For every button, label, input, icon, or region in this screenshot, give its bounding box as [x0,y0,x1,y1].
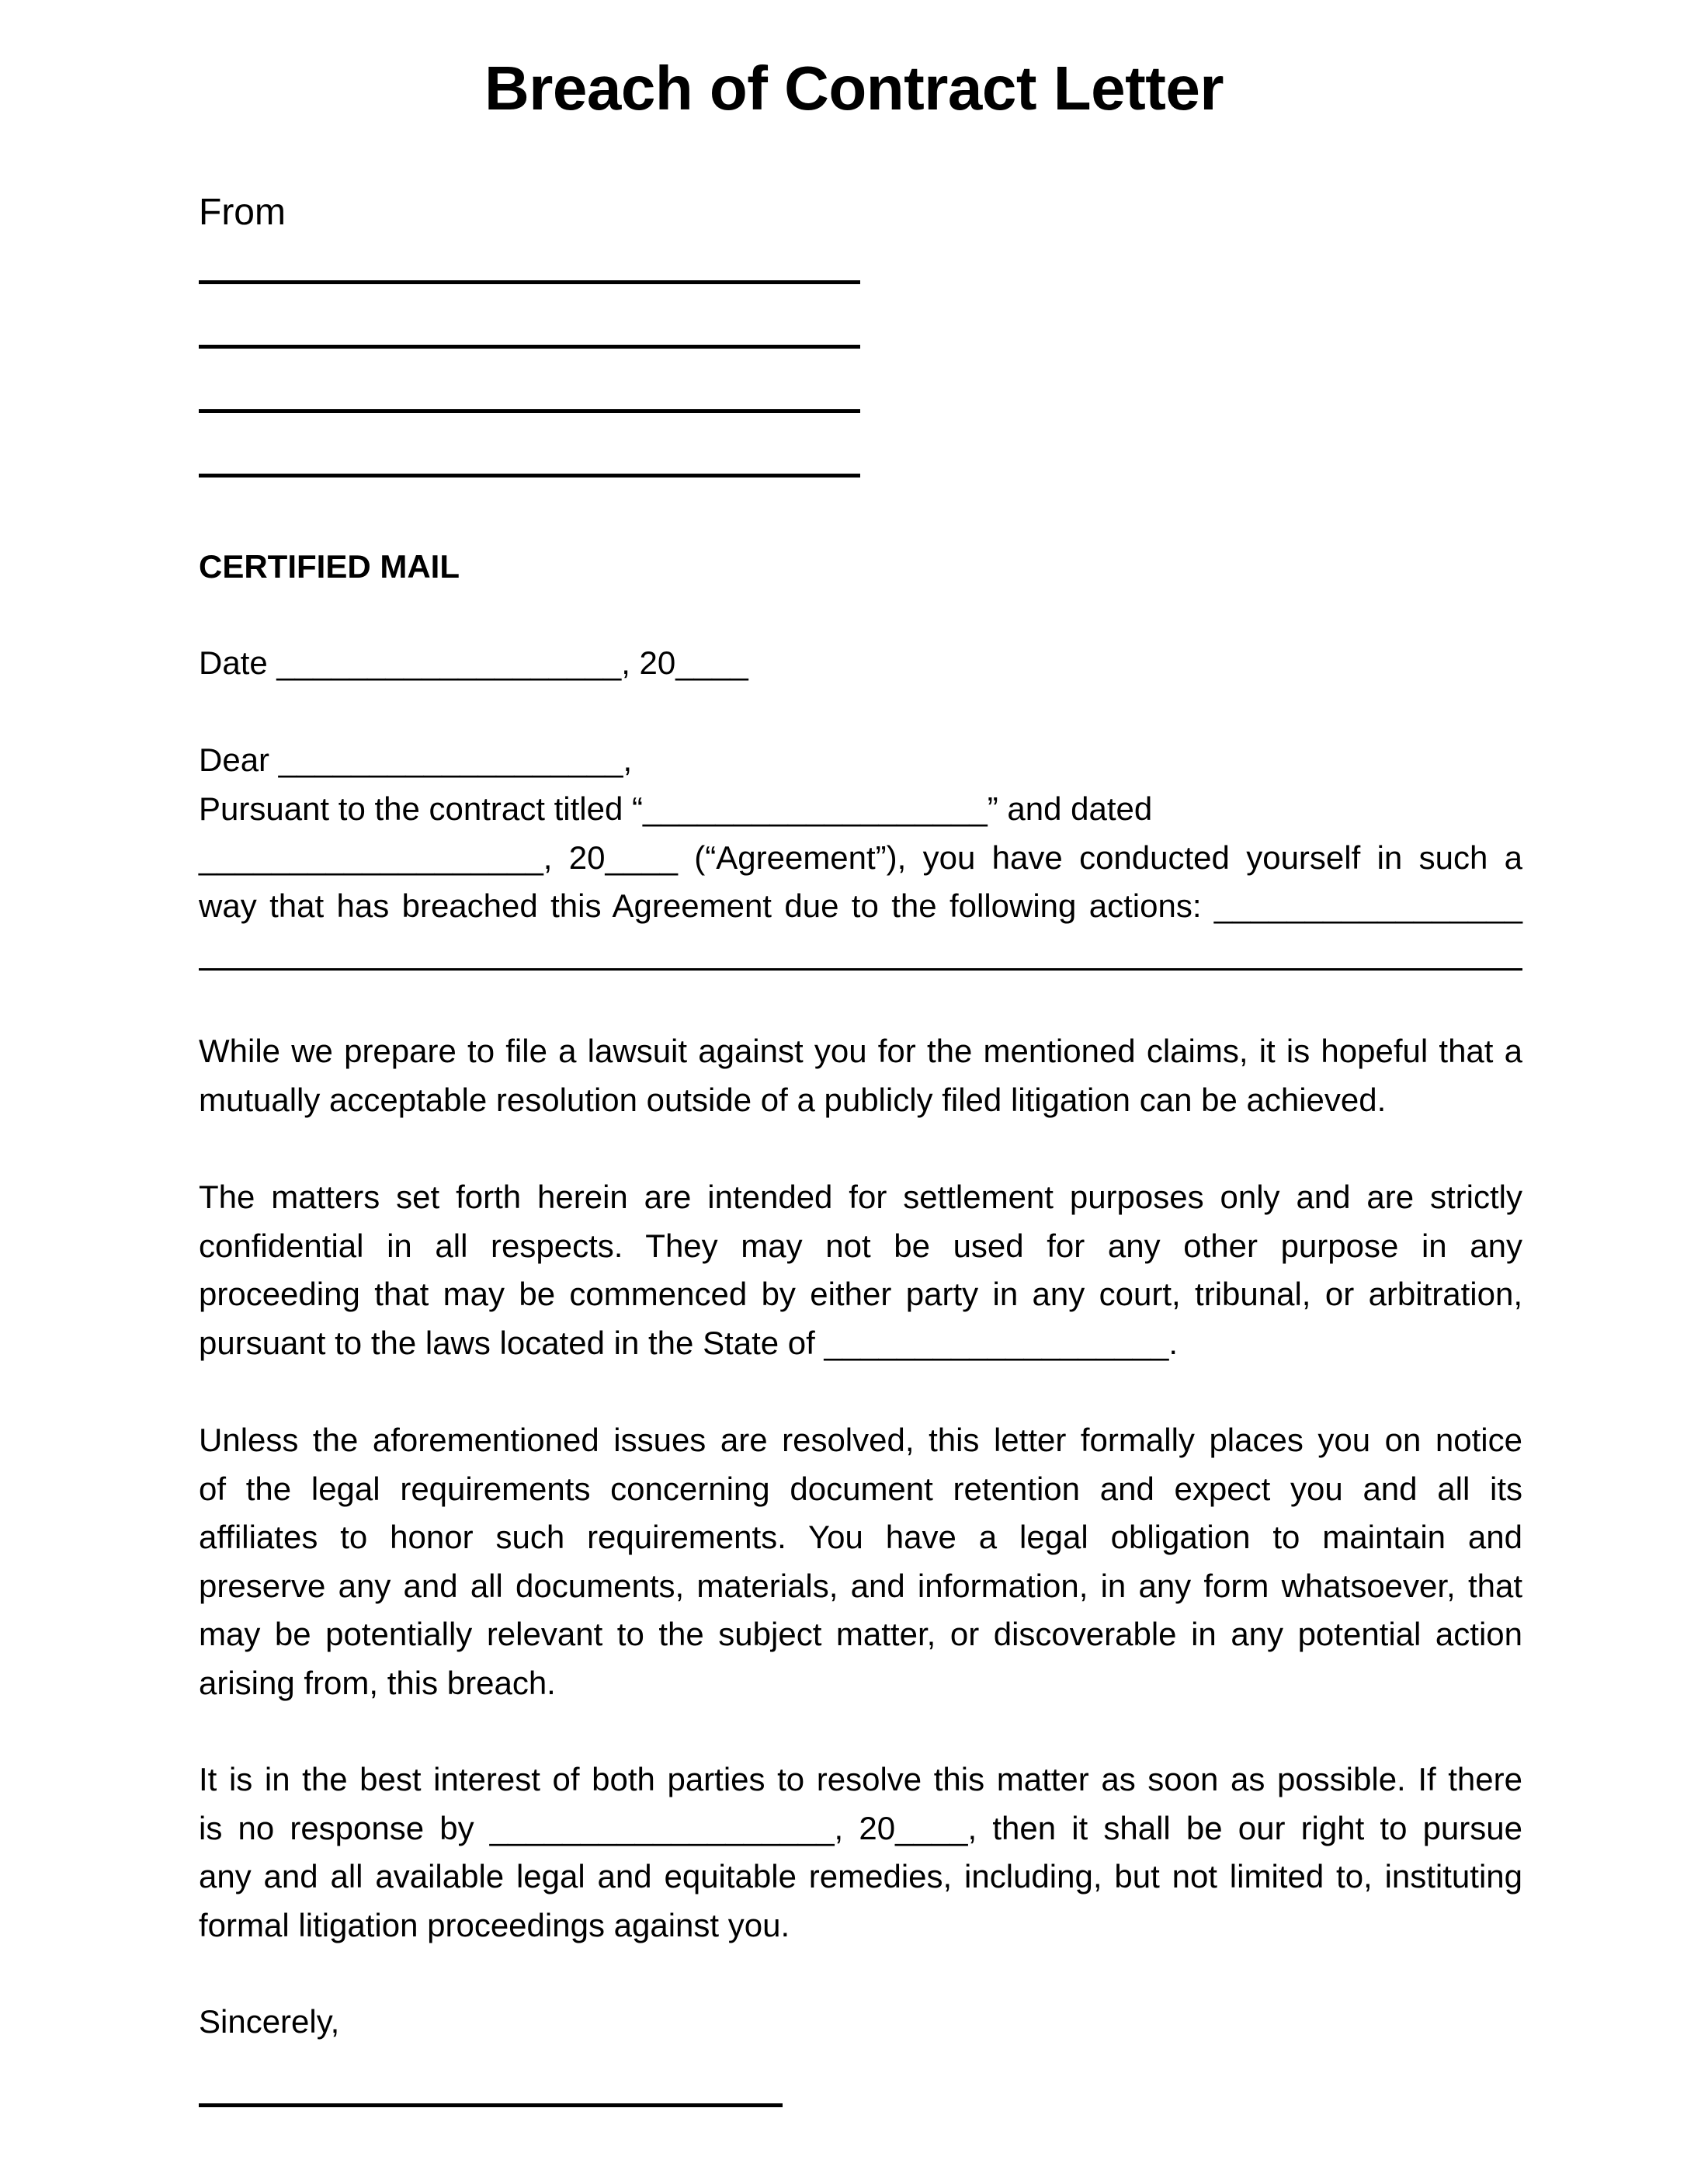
text-line: proceeding that may be commenced by either party in any court, tribunal, or arbitration, [199,1276,1522,1312]
paragraph-breach [199,785,1522,931]
text-line: Unless the aforementioned issues are resolved, this letter formally places you on notice [199,1422,1522,1458]
sender-line-3 [199,409,860,413]
text-line: confidential in all respects. They may not be used for any other purpose in any [199,1227,1522,1264]
document-title: Breach of Contract Letter [484,54,1224,123]
paragraph-confidential [199,1173,1522,1367]
actions-blank-line [199,968,1522,971]
text-line: way that has breached this Agreement due to the following actions: _________________ [199,887,1522,924]
text-line: ___________________, 20____ (“Agreement”), you have conducted yourself in such a [199,839,1522,876]
text-line: pursuant to the laws located in the State of ___________________. [199,1324,1178,1361]
text-line: arising from, this breach. [199,1664,556,1701]
text-line: any and all available legal and equitable remedies, including, but not limited to, instituting [199,1858,1522,1894]
text-line: of the legal requirements concerning document retention and expect you and all its [199,1470,1522,1507]
sender-line-1 [199,280,860,284]
closing-text: Sincerely, [199,2003,340,2040]
sender-line-2 [199,345,860,349]
salutation-line: Dear ___________________, [199,741,633,778]
text-line: It is in the best interest of both parties to resolve this matter as soon as possible. If there [199,1761,1522,1797]
paragraph-retention [199,1416,1522,1707]
certified-mail-heading: CERTIFIED MAIL [199,548,460,585]
date-line: Date ___________________, 20____ [199,644,748,681]
signature-line [199,2103,783,2107]
text-line: Pursuant to the contract titled “___________________” and dated [199,790,1153,827]
paragraph-lawsuit [199,1027,1522,1124]
sender-line-4 [199,474,860,478]
text-line: While we prepare to file a lawsuit against you for the mentioned claims, it is hopeful that a [199,1033,1522,1069]
text-line: mutually acceptable resolution outside of a publicly filed litigation can be achieved. [199,1081,1387,1118]
from-label: From [199,192,286,233]
paragraph-remedies [199,1756,1522,1950]
text-line: may be potentially relevant to the subject matter, or discoverable in any potential action [199,1616,1522,1652]
text-line: formal litigation proceedings against you. [199,1906,790,1943]
text-line: affiliates to honor such requirements. You have a legal obligation to maintain and [199,1519,1522,1555]
text-line: is no response by ___________________, 20____, then it shall be our right to pursue [199,1809,1522,1846]
text-line: The matters set forth herein are intended for settlement purposes only and are strictly [199,1179,1522,1215]
text-line: preserve any and all documents, materials, and information, in any form whatsoever, that [199,1567,1522,1604]
